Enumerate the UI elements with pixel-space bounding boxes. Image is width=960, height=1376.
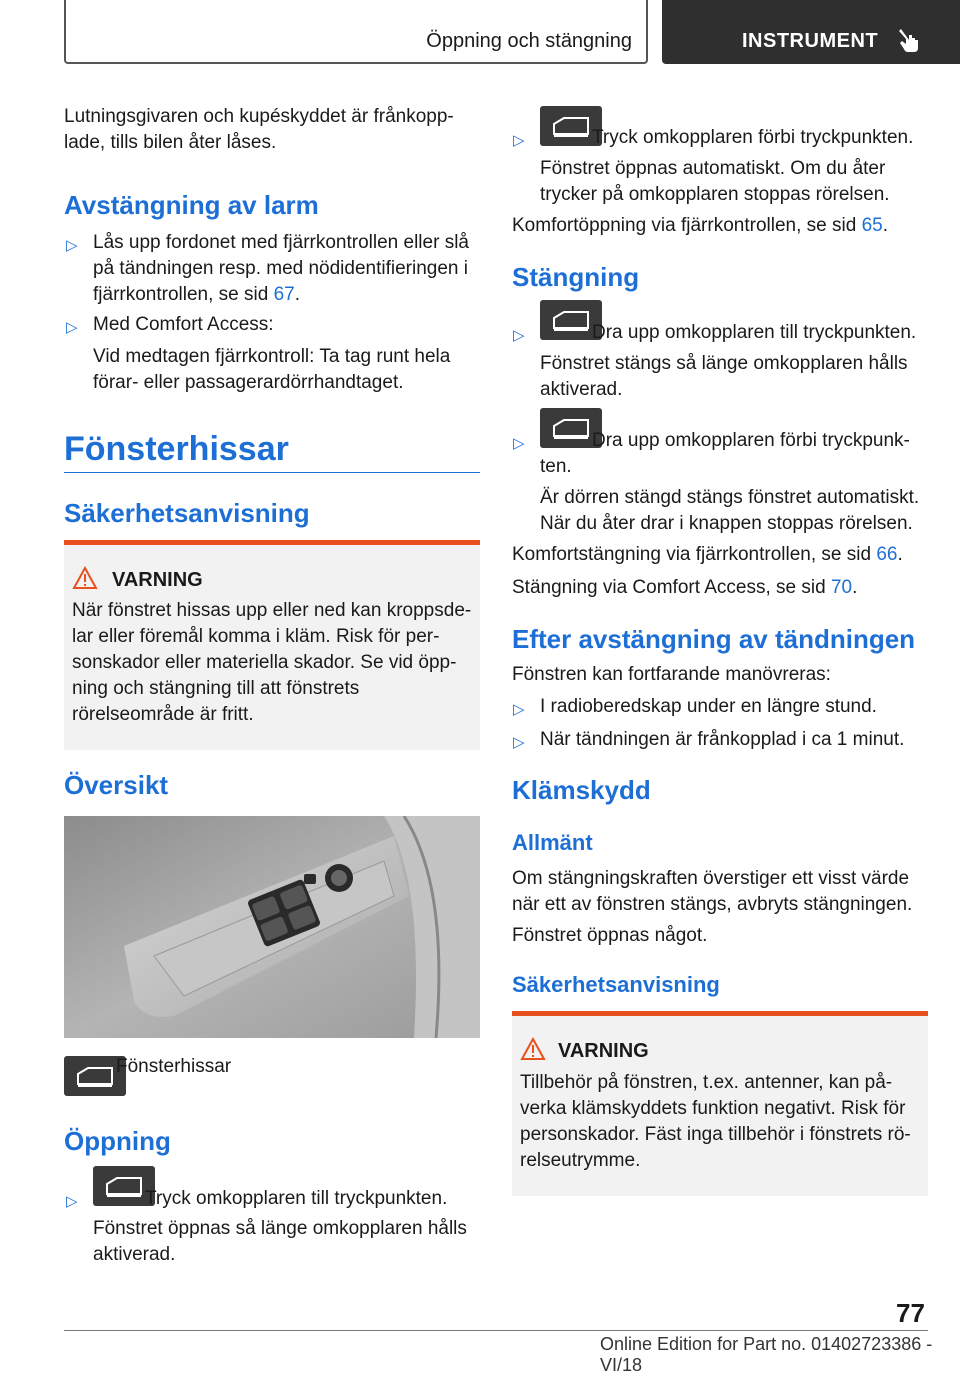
access-close-text: Stängning via Comfort Access, se sid 70.	[512, 577, 858, 598]
close-bullet-1-line-1: Dra upp omkopplaren till tryckpunkten.	[592, 322, 917, 343]
warning-triangle-icon	[72, 566, 98, 590]
bullet-triangle-icon: ▷	[513, 435, 525, 452]
alarm-heading: Avstängning av larm	[64, 190, 319, 220]
safety-heading-left: Säkerhetsanvisning	[64, 498, 310, 528]
close-bullet-2-line-3: Är dörren stängd stängs fönstret automatiskt.	[540, 487, 920, 508]
pinch-heading: Klämskydd	[512, 775, 651, 805]
footer-edition: Online Edition for Part no. 01402723386 - VI/18	[600, 1334, 933, 1375]
alarm-bullet-1-line-2: på tändningen resp. med nödidentifieringen i	[93, 258, 468, 279]
warning-left-line-3: sonskador eller materiella skador. Se vid öpp-	[72, 652, 457, 673]
windows-heading: Fönsterhissar	[64, 430, 289, 468]
page-link-65[interactable]: 65	[861, 215, 883, 236]
access-close-label: Stängning via Comfort Access, se sid	[512, 577, 831, 598]
page-number: 77	[896, 1298, 925, 1328]
alarm-bullet-1-line-3: fjärrkontrollen, se sid 67.	[93, 284, 300, 305]
general-line-1: Om stängningskraften överstiger ett visst värde	[512, 868, 910, 889]
warning-right-line-4: relseutrymme.	[520, 1150, 641, 1171]
general-line-2: när ett av fönstren stängs, avbryts stängningen.	[512, 894, 913, 915]
warning-right-line-1: Tillbehör på fönstren, t.ex. antenner, kan på-	[520, 1072, 893, 1093]
pointing-hand-icon	[896, 26, 922, 54]
header-section-tab	[64, 0, 648, 64]
close-bullet-2-line-1: Dra upp omkopplaren förbi tryckpunk-	[592, 430, 910, 451]
open-bullet-1-line-3: aktiverad.	[93, 1244, 176, 1265]
close-bullet-1-line-3: aktiverad.	[540, 379, 623, 400]
comfort-open-text: Komfortöppning via fjärrkontrollen, se sid 65.	[512, 215, 888, 236]
after-ignition-text: Fönstren kan fortfarande manövreras:	[512, 664, 831, 685]
open-bullet-2-line-3: trycker på omkopplaren stoppas rörelsen.	[540, 184, 890, 205]
alarm-bullet-2-line-1: Med Comfort Access:	[93, 314, 274, 335]
close-heading: Stängning	[512, 262, 640, 292]
warning-right-line-2: verka klämskyddets funktion negativt. Risk för	[520, 1098, 906, 1119]
open-bullet-2-line-2: Fönstret öppnas automatiskt. Om du åter	[540, 158, 886, 179]
bullet-triangle-icon: ▷	[513, 701, 525, 718]
alarm-bullet-2-line-2: Vid medtagen fjärrkontroll: Ta tag runt hela	[93, 346, 451, 367]
open-bullet-2-line-1: Tryck omkopplaren förbi tryckpunkten.	[592, 127, 914, 148]
warning-left-line-4: ning och stängning till att fönstrets	[72, 678, 360, 699]
warning-left-line-1: När fönstret hissas upp eller ned kan kroppsde-	[72, 600, 472, 621]
after-ignition-heading: Efter avstängning av tändningen	[512, 624, 916, 654]
page-link-67[interactable]: 67	[273, 284, 295, 305]
comfort-close-label: Komfortstängning via fjärrkontrollen, se sid	[512, 544, 877, 565]
warning-left-line-5: rörelseområde är fritt.	[72, 704, 254, 725]
page-link-70[interactable]: 70	[830, 577, 853, 598]
heading-divider	[64, 472, 480, 473]
comfort-close-text: Komfortstängning via fjärrkontrollen, se sid 66.	[512, 544, 903, 565]
bullet-triangle-icon: ▷	[513, 327, 525, 344]
footer-divider	[64, 1330, 928, 1331]
alarm-bullet-1-text: fjärrkontrollen, se sid	[93, 284, 274, 305]
open-heading: Öppning	[64, 1126, 171, 1156]
header-chapter-title: INSTRUMENT	[742, 30, 879, 52]
intro-line-1: Lutningsgivaren och kupéskyddet är frånkopp-	[64, 106, 454, 127]
overview-heading: Översikt	[64, 770, 169, 800]
close-bullet-2-line-2: ten.	[540, 456, 572, 477]
bullet-triangle-icon: ▷	[66, 237, 78, 254]
open-bullet-1-line-2: Fönstret öppnas så länge omkopplaren hålls	[93, 1218, 467, 1239]
bullet-triangle-icon: ▷	[513, 734, 525, 751]
close-bullet-1-line-2: Fönstret stängs så länge omkopplaren hålls	[540, 353, 908, 374]
close-bullet-2-line-4: När du åter drar i knappen stoppas rörelsen.	[540, 513, 913, 534]
bullet-triangle-icon: ▷	[513, 132, 525, 149]
general-heading: Allmänt	[512, 830, 593, 855]
after-bullet-1: I radioberedskap under en längre stund.	[540, 696, 877, 717]
window-switch-photo	[64, 816, 480, 1038]
warning-left-line-2: lar eller föremål komma i kläm. Risk för per-	[72, 626, 440, 647]
page-link-66[interactable]: 66	[876, 544, 898, 565]
after-bullet-2: När tändningen är frånkopplad i ca 1 minut.	[540, 729, 905, 750]
alarm-bullet-1-line-1: Lås upp fordonet med fjärrkontrollen eller slå	[93, 232, 469, 253]
general-line-3: Fönstret öppnas något.	[512, 925, 708, 946]
photo-caption: Fönsterhissar	[116, 1056, 232, 1077]
header-section-title: Öppning och stängning	[426, 30, 632, 52]
warning-title-right: VARNING	[558, 1040, 649, 1062]
alarm-bullet-2-line-3: förar- eller passagerardörrhandtaget.	[93, 372, 404, 393]
bullet-triangle-icon: ▷	[66, 1193, 78, 1210]
comfort-open-label: Komfortöppning via fjärrkontrollen, se sid	[512, 215, 862, 236]
warning-triangle-icon	[520, 1037, 546, 1061]
safety-heading-right: Säkerhetsanvisning	[512, 972, 720, 997]
warning-title-left: VARNING	[112, 569, 203, 591]
intro-line-2: lade, tills bilen åter låses.	[64, 132, 277, 153]
bullet-triangle-icon: ▷	[66, 319, 78, 336]
open-bullet-1-line-1: Tryck omkopplaren till tryckpunkten.	[145, 1188, 448, 1209]
warning-right-line-3: personskador. Fäst inga tillbehör i fönstrets rö-	[520, 1124, 911, 1145]
